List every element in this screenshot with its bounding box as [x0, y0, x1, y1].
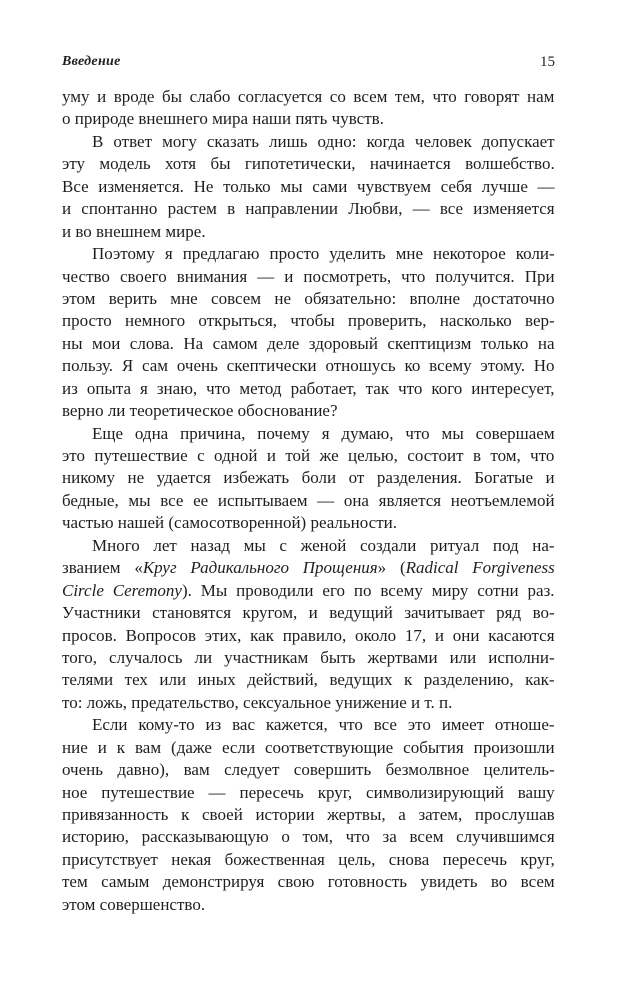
- text-line-content: [62, 625, 555, 647]
- text-line-content: [62, 490, 555, 512]
- text-line-content: [62, 692, 452, 714]
- text-line: [62, 826, 555, 848]
- text-line: [62, 804, 555, 826]
- text-line-content: [62, 355, 555, 377]
- text-segment: присутствует некая божественная цель, снова пересечь круг,: [62, 849, 555, 869]
- text-segment: из опыта я знаю, что метод работает, так что кого интересует,: [62, 378, 555, 398]
- text-line-content: [62, 445, 554, 467]
- text-segment: эту модель хотя бы гипотетически, начинается волшебство.: [62, 154, 555, 174]
- text-line-content: [62, 580, 555, 602]
- text-line-content: [62, 400, 338, 422]
- italic-text: Circle Ceremony: [62, 580, 182, 600]
- text-line: [62, 176, 555, 198]
- text-line: [62, 692, 555, 714]
- text-line-content: [92, 131, 555, 153]
- text-segment: бедные, мы все ее испытываем — она является неотъемлемой: [62, 490, 555, 510]
- text-line-content: [62, 108, 384, 130]
- text-segment: Еще одна причина, почему я думаю, что мы совершаем: [92, 423, 555, 443]
- text-line: [62, 400, 555, 422]
- text-segment: этом совершенство.: [62, 894, 206, 914]
- text-segment: никому не удается избежать боли от разделения. Богатые и: [62, 468, 555, 488]
- text-line-content: [62, 804, 555, 826]
- text-segment: » (: [377, 558, 406, 578]
- text-line: [62, 355, 555, 377]
- text-segment: очень давно), вам следует совершить безмолвное целитель-: [62, 760, 555, 780]
- text-segment: частью нашей (самосотворенной) реальности.: [62, 513, 397, 533]
- text-line: [62, 871, 555, 893]
- text-segment: Участники становятся кругом, и ведущий зачитывает ряд во-: [62, 603, 555, 623]
- text-line-content: [62, 557, 555, 579]
- text-line: [62, 86, 555, 108]
- italic-text: Radical Forgiveness: [405, 558, 555, 578]
- text-line-content: [62, 288, 555, 310]
- text-line: [62, 131, 555, 153]
- text-line-content: [62, 467, 555, 489]
- text-line-content: [62, 647, 555, 669]
- text-segment: званием «: [62, 558, 143, 578]
- text-line-content: [62, 737, 555, 759]
- text-line-content: [62, 782, 555, 804]
- text-line: [62, 243, 555, 265]
- text-segment: и спонтанно растем в направлении Любви, — все изменяется: [62, 199, 555, 219]
- text-line: [62, 894, 555, 916]
- text-segment: то: ложь, предательство, сексуальное унижение и т. п.: [62, 692, 453, 712]
- text-segment: пользу. Я сам очень скептически отношусь ко всему этому. Но: [62, 356, 555, 376]
- text-line: [62, 490, 555, 512]
- text-segment: Поэтому я предлагаю просто уделить мне некоторое коли-: [92, 244, 555, 264]
- text-segment: ное путешествие — пересечь круг, символизирующий вашу: [62, 782, 555, 802]
- text-line-content: [92, 423, 555, 445]
- text-segment: ние и к вам (даже если соответствующие события произошли: [62, 737, 555, 757]
- text-line: [62, 714, 555, 736]
- text-line: [62, 759, 555, 781]
- text-line-content: [62, 266, 555, 288]
- text-segment: уму и вроде бы слабо согласуется со всем тем, что говорят нам: [62, 87, 555, 106]
- text-line-content: [92, 535, 555, 557]
- text-line: [62, 221, 555, 243]
- text-segment: историю, рассказывающую о том, что за всем случившимся: [62, 827, 555, 847]
- text-line-content: [62, 378, 555, 400]
- text-line-content: [62, 153, 555, 175]
- running-title: Введение: [62, 54, 121, 69]
- text-segment: Много лет назад мы с женой создали ритуал под на-: [92, 535, 555, 555]
- text-segment: верно ли теоретическое обоснование?: [62, 401, 338, 421]
- text-line: [62, 580, 555, 602]
- text-segment: В ответ могу сказать лишь одно: когда человек допускает: [92, 131, 555, 151]
- text-line-content: [62, 669, 555, 691]
- text-line: [62, 737, 555, 759]
- text-segment: Если кому-то из вас кажется, что все это имеет отноше-: [92, 715, 555, 735]
- text-segment: ). Мы проводили его по всему миру сотни раз.: [181, 580, 555, 600]
- text-line-content: [62, 871, 555, 893]
- text-line-content: [62, 894, 205, 916]
- text-segment: просто немного открыться, чтобы проверить, насколько вер-: [62, 311, 555, 331]
- text-line: [62, 602, 555, 624]
- text-line-content: [62, 198, 555, 220]
- text-line: [62, 467, 555, 489]
- body-text: [62, 86, 555, 916]
- text-line-content: [62, 849, 555, 871]
- text-line: [62, 108, 555, 130]
- text-line: [62, 288, 555, 310]
- text-segment: ны мои слова. На самом деле здоровый скептицизм только на: [62, 333, 555, 353]
- text-segment: это путешествие с одной и той же целью, состоит в том, что: [62, 446, 555, 465]
- text-segment: Все изменяется. Не только мы сами чувствуем себя лучше —: [62, 176, 555, 196]
- text-line-content: [92, 243, 555, 265]
- text-line-content: [62, 310, 555, 332]
- text-line-content: [62, 221, 206, 243]
- text-segment: о природе внешнего мира наши пять чувств.: [62, 109, 384, 129]
- text-line: [62, 669, 555, 691]
- page-number: 15: [540, 54, 555, 70]
- text-line: [62, 310, 555, 332]
- text-line-content: [62, 333, 555, 355]
- text-line: [62, 557, 555, 579]
- text-line: [62, 198, 555, 220]
- text-line-content: [92, 714, 555, 736]
- italic-text: Круг Радикального Прощения: [142, 558, 378, 578]
- text-line: [62, 625, 555, 647]
- running-header: [62, 54, 555, 74]
- text-line: [62, 445, 555, 467]
- text-segment: просов. Вопросов этих, как правило, около 17, и они касаются: [62, 625, 555, 645]
- text-line: [62, 782, 555, 804]
- text-line: [62, 333, 555, 355]
- text-line: [62, 647, 555, 669]
- text-line-content: [62, 826, 555, 848]
- text-line-content: [62, 86, 554, 108]
- text-line: [62, 423, 555, 445]
- text-line-content: [62, 602, 555, 624]
- text-line: [62, 535, 555, 557]
- text-line: [62, 849, 555, 871]
- text-line-content: [62, 512, 397, 534]
- text-segment: привязанность к своей истории жертвы, а затем, прослушав: [62, 805, 555, 824]
- text-line-content: [62, 759, 555, 781]
- text-line: [62, 512, 555, 534]
- text-line-content: [62, 176, 555, 198]
- text-segment: телями тех или иных действий, ведущих к разделению, как-: [62, 670, 555, 690]
- text-segment: того, случалось ли участникам быть жертвами или исполни-: [62, 647, 555, 667]
- text-line: [62, 378, 555, 400]
- text-segment: и во внешнем мире.: [62, 221, 206, 241]
- text-segment: тем самым демонстрируя свою готовность увидеть во всем: [62, 872, 555, 892]
- text-line: [62, 153, 555, 175]
- text-line: [62, 266, 555, 288]
- text-segment: этом верить мне совсем не обязательно: вполне достаточно: [62, 288, 555, 308]
- text-segment: чество своего внимания — и посмотреть, что получится. При: [62, 266, 555, 286]
